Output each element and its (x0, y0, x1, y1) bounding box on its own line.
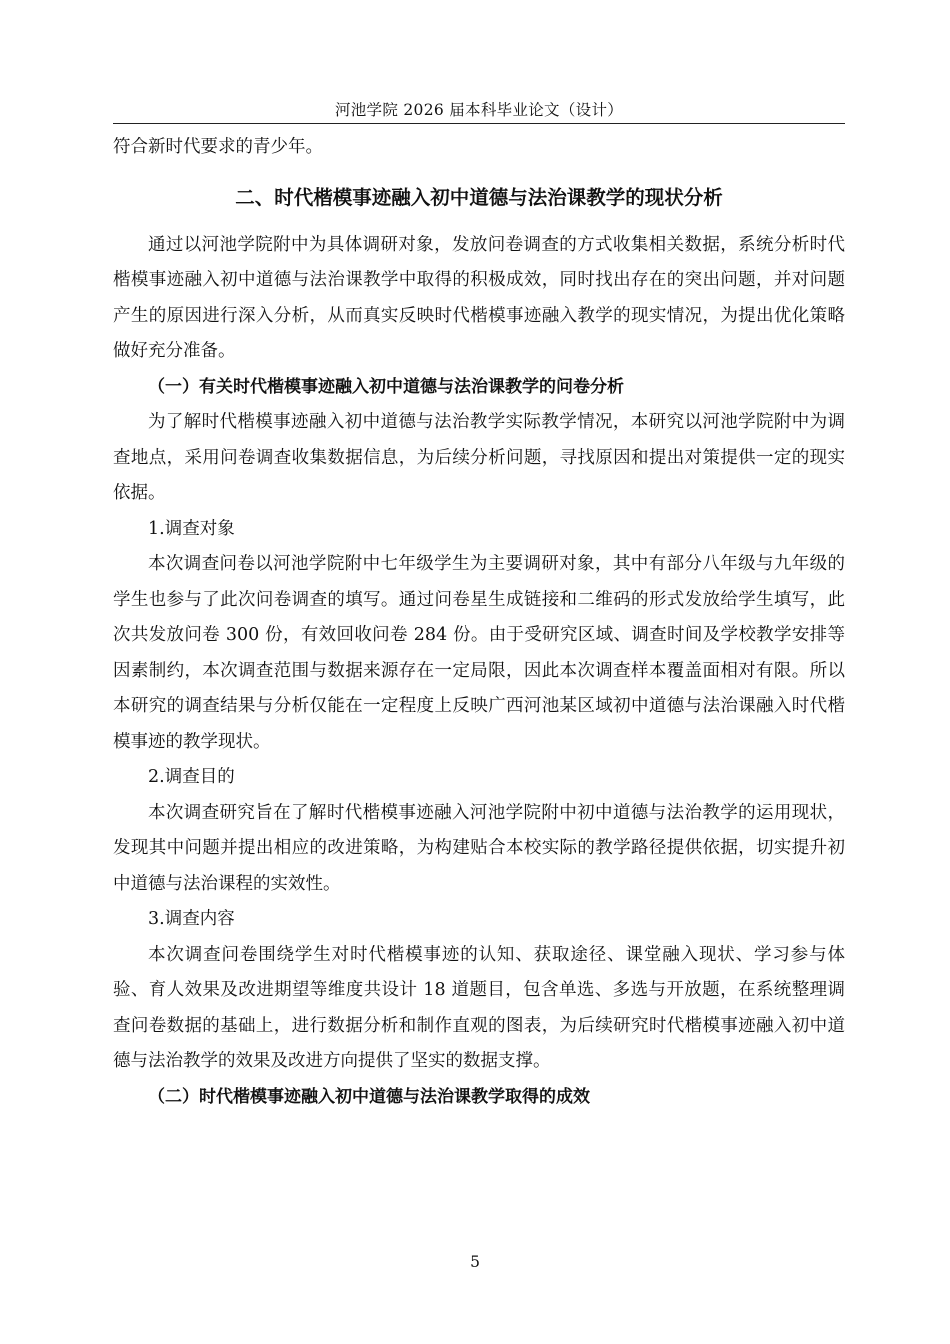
survey-subjects-paragraph: 本次调查问卷以河池学院附中七年级学生为主要调研对象，其中有部分八年级与九年级的学生也参与了此次问卷调查的填写。通过问卷星生成链接和二维码的形式发放给学生填写，此次共发放问卷 300 份，有效回收问卷 284 份。由于受研究区域、调查时间及学校教学安排等因素制约，本次调查范围与数据来源存在一定局限，因此本次调查样本覆盖面相对有限。所以本研究的调查结果与分析仅能在一定程度上反映广西河池某区域初中道德与法治课融入时代楷模事迹的教学现状。 (113, 554, 845, 752)
item-heading-survey-content: 3.调查内容 (148, 909, 235, 929)
continuation-text: 符合新时代要求的青少年。 (113, 137, 323, 157)
page-body (113, 130, 845, 1115)
section-heading: 二、时代楷模事迹融入初中道德与法治课教学的现状分析 (235, 185, 723, 209)
subsection-heading-1: （一）有关时代楷模事迹融入初中道德与法治课教学的问卷分析 (148, 376, 624, 397)
item-heading-survey-purpose: 2.调查目的 (148, 767, 235, 787)
item-heading-survey-subjects: 1.调查对象 (148, 518, 235, 539)
running-header: 河池学院 2026 届本科毕业论文（设计） (334, 101, 624, 119)
subsection-1-paragraph: 为了解时代楷模事迹融入初中道德与法治教学实际教学情况，本研究以河池学院附中为调查地点，采用问卷调查收集数据信息，为后续分析问题，寻找原因和提出对策提供一定的现实依据。 (113, 412, 845, 503)
header-divider (113, 123, 845, 124)
survey-content-paragraph: 本次调查问卷围绕学生对时代楷模事迹的认知、获取途径、课堂融入现状、学习参与体验、育人效果及改进期望等维度共设计 18 道题目，包含单选、多选与开放题，在系统整理调查问卷数据的基础上，进行数据分析和制作直观的图表，为后续研究时代楷模事迹融入初中道德与法治教学的效果及改进方向提供了坚实的数据支撑。 (113, 944, 845, 1071)
intro-paragraph: 通过以河池学院附中为具体调研对象，发放问卷调查的方式收集相关数据，系统分析时代楷模事迹融入初中道德与法治课教学中取得的积极成效，同时找出存在的突出问题，并对问题产生的原因进行深入分析，从而真实反映时代楷模事迹融入教学的现实情况，为提出优化策略做好充分准备。 (113, 234, 845, 361)
subsection-heading-2: （二）时代楷模事迹融入初中道德与法治课教学取得的成效 (148, 1086, 590, 1107)
page-number: 5 (470, 1253, 480, 1271)
survey-purpose-paragraph: 本次调查研究旨在了解时代楷模事迹融入河池学院附中初中道德与法治教学的运用现状，发现其中问题并提出相应的改进策略，为构建贴合本校实际的教学路径提供依据，切实提升初中道德与法治课程的实效性。 (113, 802, 845, 894)
